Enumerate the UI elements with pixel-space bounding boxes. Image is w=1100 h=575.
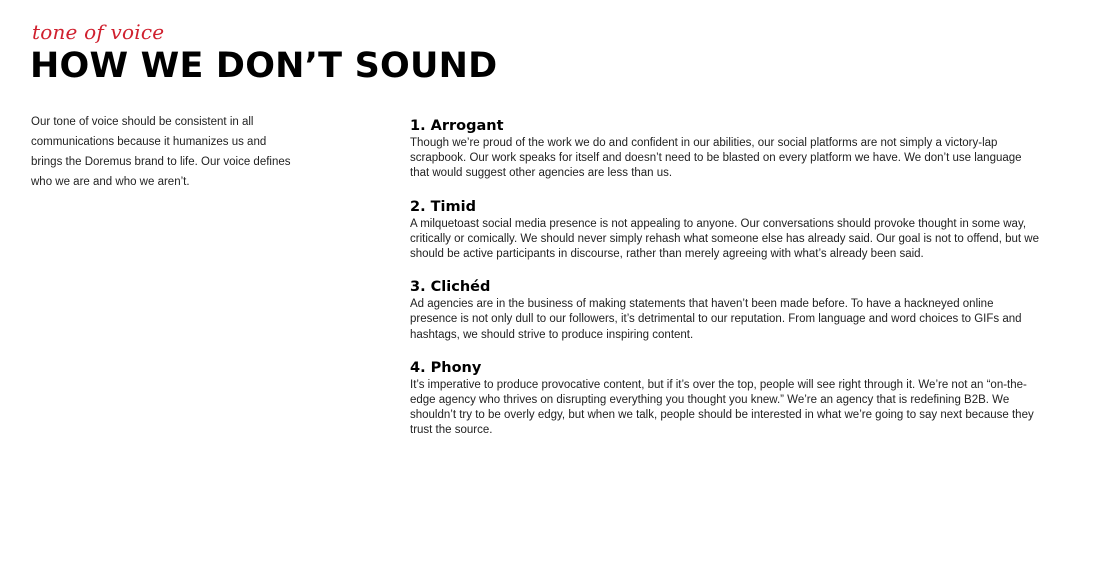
point-body: A milquetoast social media presence is not appealing to anyone. Our conversations should provoke thought in some way, critically or comically. We should never simply rehash what someone else has already said. Our goal is not to offend, but we should be active participants in discourse, rather than merely agreeing with what’s already been said. — [410, 217, 1039, 261]
point-body: Ad agencies are in the business of making statements that haven’t been made before. To have a hackneyed online presence is not only dull to our followers, it’s detrimental to our reputation. From language and word choices to GIFs and hashtags, we should strive to produce inspiring content. — [410, 298, 1022, 341]
tone-points-list — [410, 117, 1040, 455]
point-heading: 4. Phony — [410, 359, 482, 376]
section-eyebrow: tone of voice — [32, 20, 165, 44]
page-title: HOW WE DON’T SOUND — [30, 46, 498, 86]
tone-point-phony — [410, 359, 1040, 439]
intro-paragraph: Our tone of voice should be consistent in all communications because it humanizes us and brings the Doremus brand to life. Our voice defines who we are and who we aren’t. — [31, 116, 291, 188]
point-body: Though we’re proud of the work we do and confident in our abilities, our social platforms are not simply a victory-lap scrapbook. Our work speaks for itself and doesn’t need to be blasted on every platform we have. We don’t use language that would suggest other agencies are less than us. — [410, 137, 1022, 180]
point-body: It’s imperative to produce provocative content, but if it’s over the top, people will see right through it. We’re not an “on-the-edge agency who thrives on disrupting everything you thought you knew.” We’re an agency that is redefining B2B. We shouldn’t try to be overly edgy, but when we talk, people should be interested in what we’re going to say next because they trust the source. — [410, 378, 1034, 437]
point-heading: 2. Timid — [410, 198, 476, 215]
tone-point-timid — [410, 198, 1040, 263]
point-heading: 3. Clichéd — [410, 279, 491, 296]
tone-point-arrogant — [410, 117, 1040, 182]
point-heading: 1. Arrogant — [410, 118, 504, 134]
tone-point-cliched — [410, 278, 1040, 343]
